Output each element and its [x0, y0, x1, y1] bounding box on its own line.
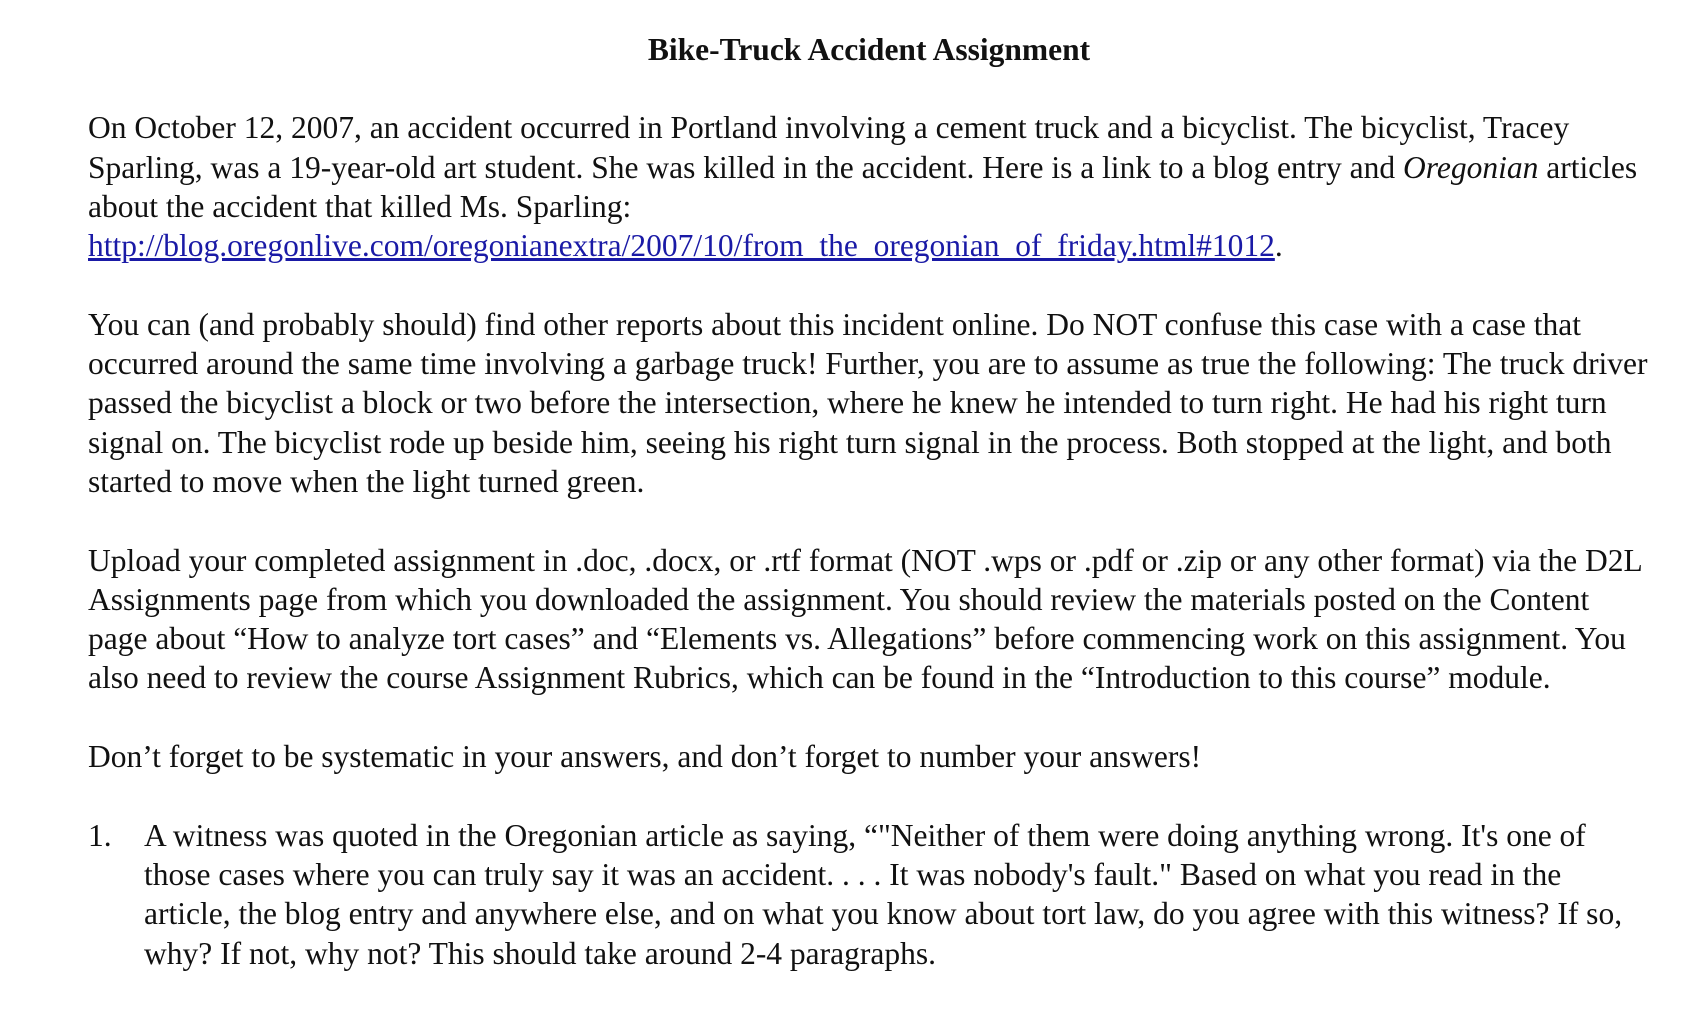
document-title: Bike-Truck Accident Assignment: [647, 32, 1091, 67]
question-item: [88, 816, 1648, 973]
newspaper-name: Oregonian: [1403, 149, 1539, 185]
question-text: A witness was quoted in the Oregonian article as saying, “"Neither of them were doing anything wrong. It's one of those cases where you can truly say it was an accident. . . . It was nobody's fault." Based on what you read in the article, the blog entry and anywhere else, and on what you know about tort law, do you agree with this witness? If so, why? If not, why not? This should take around 2-4 paragraphs.: [144, 817, 1623, 971]
intro-paragraph: [88, 108, 1648, 265]
upload-instructions-paragraph: Upload your completed assignment in .doc, .docx, or .rtf format (NOT .wps or .pdf or .zip or any other format) via the D2L Assignments page from which you downloaded the assignment. You should review the materials posted on the Content page about “How to analyze tort cases” and “Elements vs. Allegations” before commencing work on this assignment. You also need to review the course Assignment Rubrics, which can be found in the “Introduction to this course” module.: [88, 542, 1642, 696]
question-list: [88, 816, 1648, 973]
intro-text-a: On October 12, 2007, an accident occurred in Portland involving a cement truck and a bicyclist. The bicyclist, Tracey Sparling, was a 19-year-old art student. She was killed in the accident. Here is a link to a blog entry and: [88, 110, 1570, 185]
link-period: .: [1274, 228, 1283, 264]
intro-text-b: articles about the accident that killed Ms. Sparling:: [88, 149, 1638, 224]
document-page: [88, 30, 1648, 973]
question-number: 1.: [88, 817, 112, 853]
reminder-paragraph: Don’t forget to be systematic in your answers, and don’t forget to number your answers!: [88, 739, 1202, 775]
facts-paragraph: You can (and probably should) find other reports about this incident online. Do NOT confuse this case with a case that occurred around the same time involving a garbage truck! Further, you are to assume as true the following: The truck driver passed the bicyclist a block or two before the intersection, where he knew he intended to turn right. He had his right turn signal on. The bicyclist rode up beside him, seeing his right turn signal in the process. Both stopped at the light, and both started to move when the light turned green.: [88, 306, 1648, 499]
article-link[interactable]: http://blog.oregonlive.com/oregonianextra/2007/10/from_the_oregonian_of_friday.html#1012: [88, 228, 1275, 264]
